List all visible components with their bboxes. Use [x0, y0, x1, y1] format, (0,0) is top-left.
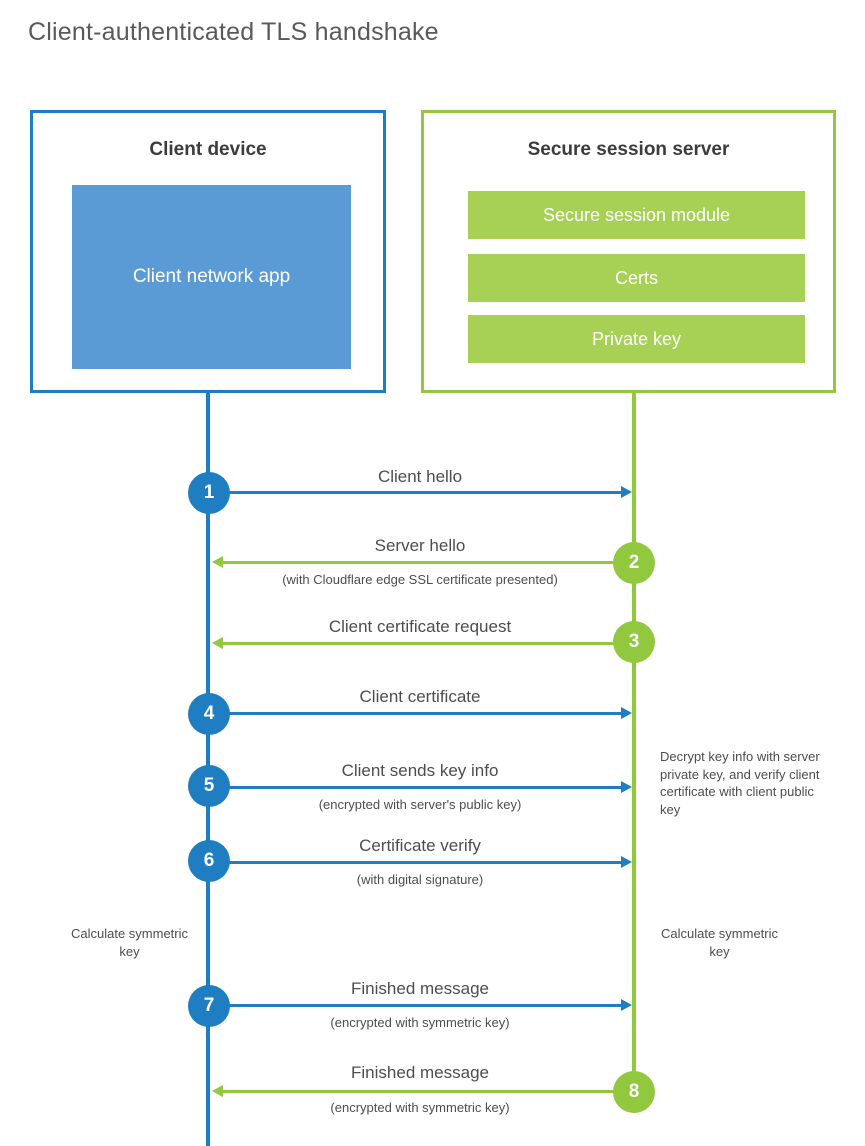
- step-6-sublabel: (with digital signature): [356, 872, 484, 887]
- step-2-label: Server hello: [374, 536, 466, 555]
- arrowhead-icon: [621, 781, 632, 793]
- server-decrypt-note: Decrypt key info with server private key, and verify client certificate with client public key: [660, 749, 820, 817]
- server-component-secure-session-module: Secure session module: [468, 191, 805, 239]
- step-4-label: Client certificate: [359, 687, 481, 706]
- client-network-app-box: Client network app: [72, 185, 351, 369]
- client-device-title: Client device: [149, 139, 267, 160]
- step-8-label: Finished message: [351, 1063, 489, 1082]
- server-lifeline: [632, 393, 636, 1103]
- arrowhead-icon: [212, 556, 223, 568]
- step-7-sublabel: (encrypted with symmetric key): [330, 1015, 510, 1030]
- arrowhead-icon: [621, 707, 632, 719]
- step-marker-7: 7: [188, 985, 230, 1027]
- arrowhead-icon: [212, 1085, 223, 1097]
- step-2-sublabel: (with Cloudflare edge SSL certificate presented): [282, 572, 558, 587]
- arrow-step-2: [222, 561, 632, 564]
- arrow-step-8: [222, 1090, 632, 1093]
- arrowhead-icon: [621, 999, 632, 1011]
- step-marker-4: 4: [188, 693, 230, 735]
- step-marker-6: 6: [188, 840, 230, 882]
- arrowhead-icon: [212, 637, 223, 649]
- step-marker-2: 2: [613, 542, 655, 584]
- step-marker-8: 8: [613, 1071, 655, 1113]
- arrow-step-3: [222, 642, 632, 645]
- step-6-label: Certificate verify: [359, 836, 481, 855]
- arrow-step-1: [210, 491, 622, 494]
- server-component-private-key: Private key: [468, 315, 805, 363]
- arrow-step-5: [210, 786, 622, 789]
- secure-session-server-title: Secure session server: [527, 139, 730, 160]
- arrow-step-7: [210, 1004, 622, 1007]
- step-marker-5: 5: [188, 765, 230, 807]
- step-5-sublabel: (encrypted with server's public key): [318, 797, 522, 812]
- secure-session-server-panel: [421, 110, 836, 393]
- client-symmetric-key-note: Calculate symmetric key: [70, 926, 189, 959]
- server-component-certs: Certs: [468, 254, 805, 302]
- client-device-panel: [30, 110, 386, 393]
- arrowhead-icon: [621, 856, 632, 868]
- server-symmetric-key-note: Calculate symmetric key: [660, 926, 779, 959]
- step-1-label: Client hello: [377, 467, 463, 486]
- step-7-label: Finished message: [351, 979, 489, 998]
- step-5-label: Client sends key info: [341, 761, 499, 780]
- arrow-step-4: [210, 712, 622, 715]
- step-marker-3: 3: [613, 621, 655, 663]
- step-marker-1: 1: [188, 472, 230, 514]
- arrow-step-6: [210, 861, 622, 864]
- step-3-label: Client certificate request: [328, 617, 512, 636]
- page-title: Client-authenticated TLS handshake: [28, 18, 439, 46]
- step-8-sublabel: (encrypted with symmetric key): [330, 1100, 510, 1115]
- arrowhead-icon: [621, 486, 632, 498]
